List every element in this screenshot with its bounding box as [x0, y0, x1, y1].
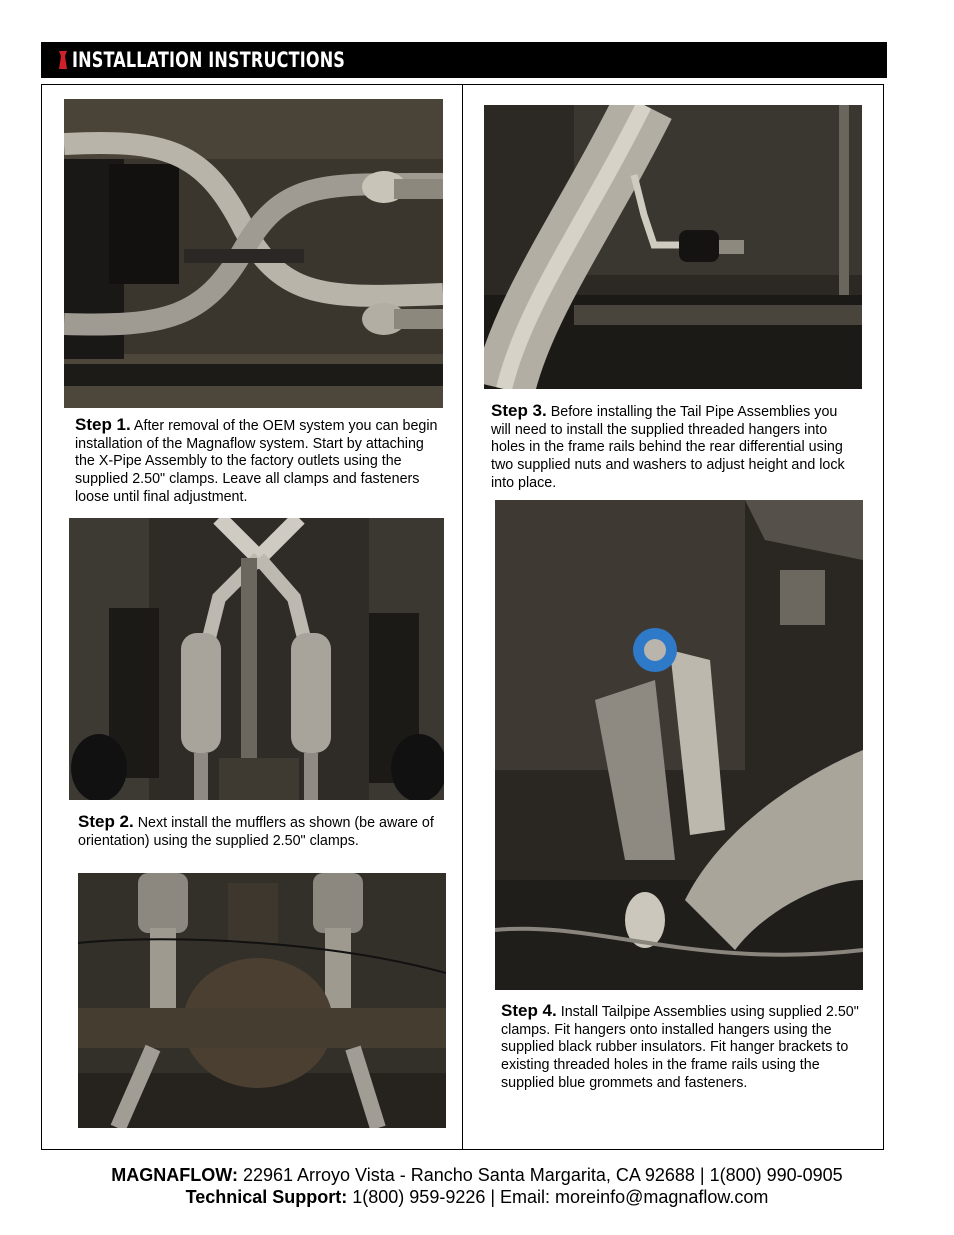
- step-1-text: [75, 416, 445, 507]
- step-4-body: Install Tailpipe Assemblies using supplied 2.50" clamps. Fit hangers onto installed hangers using the supplied black rubber insulators. Fit hanger brackets to existing threaded holes in the frame rails using the supplied blue grommets and fasteners.: [501, 1004, 859, 1091]
- step-1-label: Step 1.: [75, 415, 131, 434]
- footer-company-label: MAGNAFLOW:: [111, 1165, 238, 1185]
- photo-blue-grommet-bracket: [495, 500, 863, 990]
- footer-company-info: 22961 Arroyo Vista - Rancho Santa Margarita, CA 92688 | 1(800) 990-0905: [237, 1165, 843, 1185]
- column-divider: [462, 84, 463, 1150]
- footer-company-line: [0, 1165, 954, 1186]
- step-3-text: [491, 402, 861, 493]
- page-title: INSTALLATION INSTRUCTIONS: [72, 48, 346, 72]
- step-2-label: Step 2.: [78, 812, 134, 831]
- footer-support-line: [0, 1187, 954, 1208]
- header-bar: [41, 42, 887, 78]
- magnaflow-logo-icon: [58, 50, 68, 70]
- step-1-body: After removal of the OEM system you can begin installation of the Magnaflow system. Start by attaching the X-Pipe Assembly to the factory outlets using the supplied 2.50" clamps. Leave all clamps and fasteners loose until final adjustment.: [75, 418, 438, 505]
- footer-support-info: 1(800) 959-9226 | Email: moreinfo@magnaflow.com: [347, 1187, 769, 1207]
- step-2-body: Next install the mufflers as shown (be aware of orientation) using the supplied 2.50" clamps.: [78, 815, 434, 849]
- step-3-body: Before installing the Tail Pipe Assemblies you will need to install the supplied threaded hangers into holes in the frame rails behind the rear differential using two supplied nuts and washers to adjust height and lock into place.: [491, 404, 845, 491]
- photo-mufflers: [69, 518, 444, 800]
- photo-x-pipe: [64, 99, 443, 408]
- photo-differential: [78, 873, 446, 1128]
- step-4-text: [501, 1002, 863, 1093]
- step-3-label: Step 3.: [491, 401, 547, 420]
- footer-support-label: Technical Support:: [185, 1187, 348, 1207]
- step-2-text: [78, 813, 438, 850]
- step-4-label: Step 4.: [501, 1001, 557, 1020]
- photo-tail-pipe-hanger: [484, 105, 862, 389]
